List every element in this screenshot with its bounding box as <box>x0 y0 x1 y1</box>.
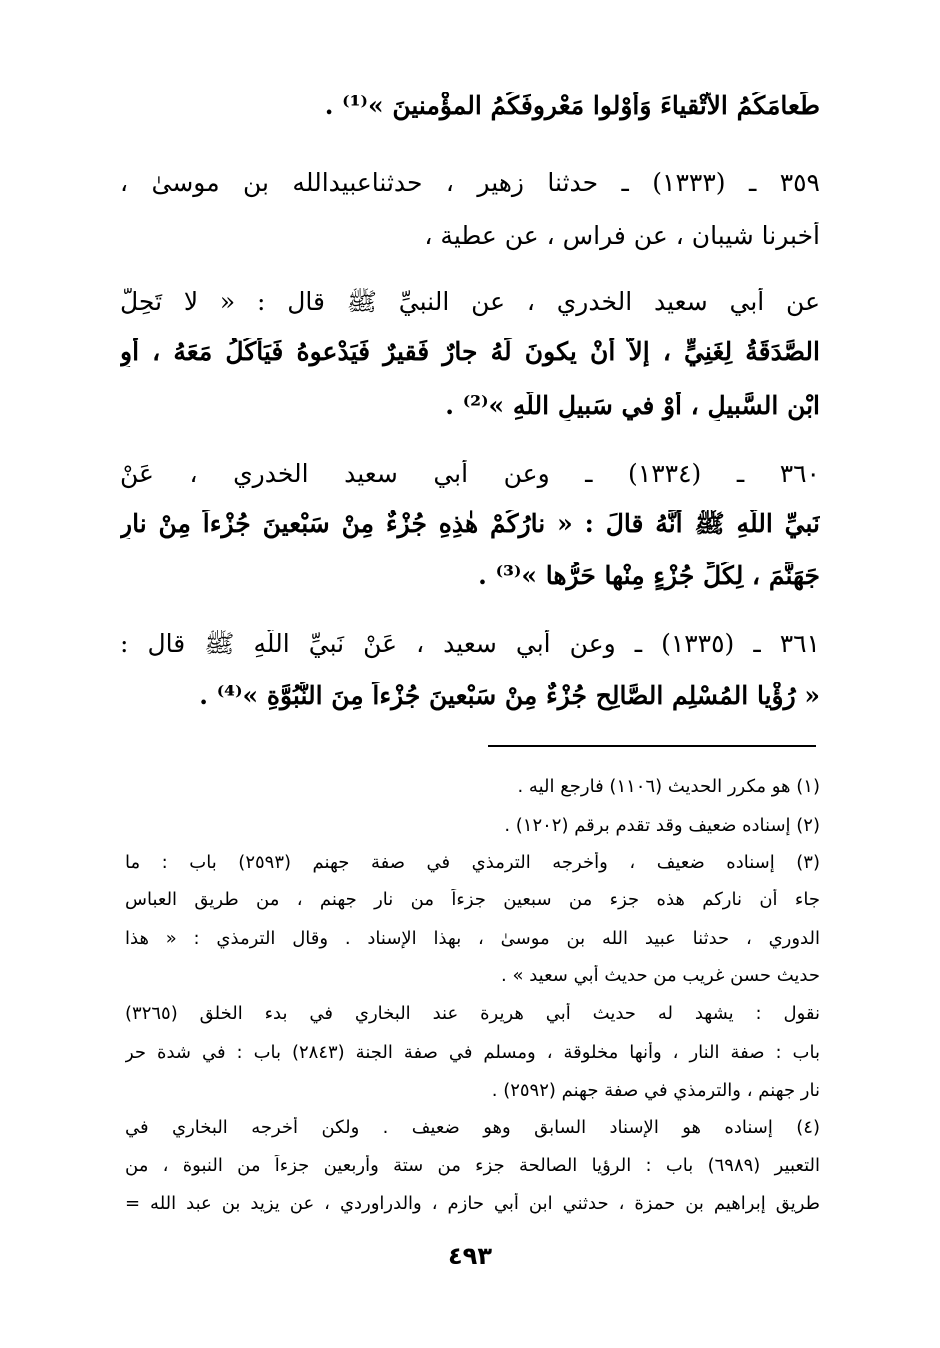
footnote-4-line-2: التعبير (٦٩٨٩) باب : الرؤيا الصالحة جزء من ستة وأربعين جزءاً من النبوة ، من <box>125 1155 820 1176</box>
footnote-1: (١) هو مكرر الحديث (١١٠٦) فارجع اليه . <box>517 776 820 797</box>
footnote-2: (٢) إسناده ضعيف وقد تقدم برقم (١٢٠٢) . <box>504 815 820 836</box>
main-line-8: نَبيِّ اللَّهِ ﷺ أنَّهُ قالَ : « نارُكُمْ هٰذِهِ جُزْءٌ مِنْ سَبْعينَ جُزْءاً مِنْ نارِ <box>120 510 820 538</box>
footnote-3-line-4: حديث حسن غريب من حديث أبي سعيد » . <box>501 965 820 986</box>
footnote-4-line-1: (٤) إسناده هو الإسناد السابق وهو ضعيف . ولكن أخرجه البخاري في <box>125 1117 820 1138</box>
footnote-3-line-2: جاء أن ناركم هذه جزء من سبعين جزءاً من نار جهنم ، من طريق العباس <box>125 889 820 910</box>
footnote-3-line-1: (٣) إسناده ضعيف ، وأخرجه الترمذي في صفة جهنم (٢٥٩٣) باب : ما <box>125 852 820 873</box>
footnote-3-line-5: نقول : يشهد له حديث أبي هريرة عند البخاري في بدء الخلق (٣٢٦٥) <box>125 1003 820 1024</box>
main-line-11: « رُؤْيا المُسْلِمِ الصَّالِحِ جُزْءٌ مِنْ سَبْعينَ جُزْءاً مِنَ النُّبُوَّةِ »⁽⁴⁾ . <box>199 682 820 710</box>
main-line-9: جَهَنَّمَ ، لِكُلِّ جُزْءٍ مِنْها حَرُّها »⁽³⁾ . <box>478 562 820 590</box>
footnote-separator <box>488 745 816 747</box>
main-line-1: طَعامَكُمُ الأَتْقياءَ وَأوْلوا مَعْروفَكُمُ المؤْمنينَ »⁽¹⁾ . <box>324 92 820 120</box>
main-line-3: أخبرنا شيبان ، عن فراس ، عن عطية ، <box>424 222 820 250</box>
hadith-361-heading: ٣٦١ ـ (١٣٣٥) ـ وعن أبي سعيد ، عَنْ نَبيِّ اللَّهِ ﷺ قال : <box>120 630 820 658</box>
main-line-4: عن أبي سعيد الخدري ، عن النبيِّ ﷺ قال : « لا تَحِلُّ <box>120 288 820 316</box>
footnote-4-line-3: طريق إبراهيم بن حمزة ، حدثني ابن أبي حازم ، والدراوردي ، عن يزيد بن عبد الله = <box>125 1193 820 1214</box>
hadith-360-heading: ٣٦٠ ـ (١٣٣٤) ـ وعن أبي سعيد الخدري ، عَنْ <box>120 460 820 488</box>
footnote-3-line-7: نار جهنم ، والترمذي في صفة جهنم (٢٥٩٢) . <box>491 1080 820 1101</box>
footnote-3-line-3: الدوري ، حدثنا عبيد الله بن موسىٰ ، بهذا الإسناد . وقال الترمذي : « هذا <box>125 928 820 949</box>
main-line-5: الصَّدَقَةُ لِغَنِيٍّ ، إلاَّ أنْ يكونَ لَهُ جارٌ فَقيرٌ فَيَدْعوهُ فَيَأْكُلُ مَعَهُ ، أوِ <box>120 338 820 366</box>
main-line-6: ابْنِ السَّبيلِ ، أوْ في سَبيلِ اللَّهِ »⁽²⁾ . <box>445 392 820 420</box>
footnote-3-line-6: باب : صفة النار ، وأنها مخلوقة ، ومسلم في صفة الجنة (٢٨٤٣) باب : في شدة حر <box>125 1042 820 1063</box>
hadith-359-heading: ٣٥٩ ـ (١٣٣٣) ـ حدثنا زهير ، حدثناعبيدالله بن موسىٰ ، <box>120 169 820 197</box>
page-number: ٤٩٣ <box>448 1242 492 1270</box>
